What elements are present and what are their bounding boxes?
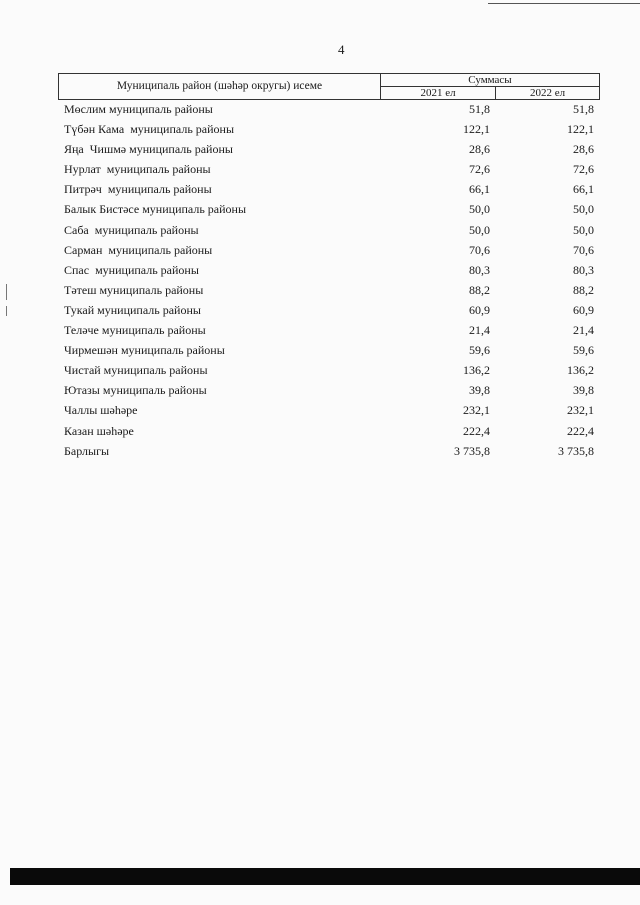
scan-margin-mark [6,306,7,316]
value-2022: 72,6 [573,162,594,177]
value-2021: 59,6 [469,343,490,358]
value-2021: 66,1 [469,182,490,197]
table-row [64,400,604,420]
value-2022: 70,6 [573,242,594,257]
value-2021: 136,2 [463,363,490,378]
table-row [64,280,604,300]
value-2021: 28,6 [469,142,490,157]
row-name: Сарман муниципаль районы [64,242,213,257]
value-2022: 122,1 [567,122,594,137]
row-name: Казан шәһәре [64,423,134,438]
table-row [64,179,604,199]
value-2022: 60,9 [573,302,594,317]
row-name: Балык Бистәсе муниципаль районы [64,202,247,217]
value-2021: 222,4 [463,423,490,438]
value-2022: 50,0 [573,222,594,237]
value-2022: 232,1 [567,403,594,418]
header-year-2021: 2021 ел [381,87,496,99]
top-border-line [488,3,640,4]
table-row [64,199,604,219]
value-2022: 51,8 [573,102,594,116]
scan-bottom-edge [10,868,640,885]
table-header [58,73,600,100]
value-2021: 50,0 [469,222,490,237]
value-2021: 39,8 [469,383,490,398]
table-row [64,240,604,260]
row-name: Саба муниципаль районы [64,222,199,237]
value-2022: 88,2 [573,282,594,297]
value-2021: 80,3 [469,262,490,277]
value-2021: 70,6 [469,242,490,257]
value-2021: 50,0 [469,202,490,217]
value-2022: 50,0 [573,202,594,217]
header-name-column: Муниципаль район (шәһәр округы) исеме [59,74,381,99]
value-2022: 136,2 [567,363,594,378]
row-name: Чистай муниципаль районы [64,363,208,378]
row-name: Чаллы шәһәре [64,403,138,418]
value-2021: 88,2 [469,282,490,297]
value-2022: 59,6 [573,343,594,358]
table-row [64,380,604,400]
table-row [64,139,604,159]
value-2022: 66,1 [573,182,594,197]
table-row [64,360,604,380]
value-2022: 222,4 [567,423,594,438]
table-row [64,220,604,240]
value-2021: 122,1 [463,122,490,137]
row-name: Спас муниципаль районы [64,262,199,277]
table-row [64,320,604,340]
row-name: Питрәч муниципаль районы [64,182,212,197]
table-row [64,421,604,441]
value-2022: 3 735,8 [558,443,594,458]
value-2022: 21,4 [573,323,594,338]
page-number: 4 [338,42,345,57]
value-2021: 232,1 [463,403,490,418]
value-2021: 21,4 [469,323,490,338]
row-name: Теләче муниципаль районы [64,323,206,338]
row-name: Ютазы муниципаль районы [64,383,207,398]
row-name: Чирмешән муниципаль районы [64,343,225,358]
value-2022: 28,6 [573,142,594,157]
table-row [64,159,604,179]
scan-margin-mark [6,284,7,300]
row-name: Барлыгы [64,443,110,458]
table-row [64,119,604,139]
value-2022: 80,3 [573,262,594,277]
table-row [64,260,604,280]
header-sum-column: Суммасы [381,74,599,87]
row-name: Түбән Кама муниципаль районы [64,122,235,137]
value-2021: 51,8 [469,102,490,116]
row-name: Яңа Чишмә муниципаль районы [64,142,233,157]
row-name: Мөслим муниципаль районы [64,102,213,116]
header-year-2022: 2022 ел [529,87,566,99]
value-2022: 39,8 [573,383,594,398]
value-2021: 72,6 [469,162,490,177]
row-name: Тәтеш муниципаль районы [64,282,204,297]
row-name: Нурлат муниципаль районы [64,162,211,177]
value-2021: 60,9 [469,302,490,317]
table-body [64,99,604,461]
table-row [64,340,604,360]
row-name: Тукай муниципаль районы [64,302,201,317]
table-row [64,99,604,119]
value-2021: 3 735,8 [454,443,490,458]
table-row [64,441,604,461]
table-row [64,300,604,320]
